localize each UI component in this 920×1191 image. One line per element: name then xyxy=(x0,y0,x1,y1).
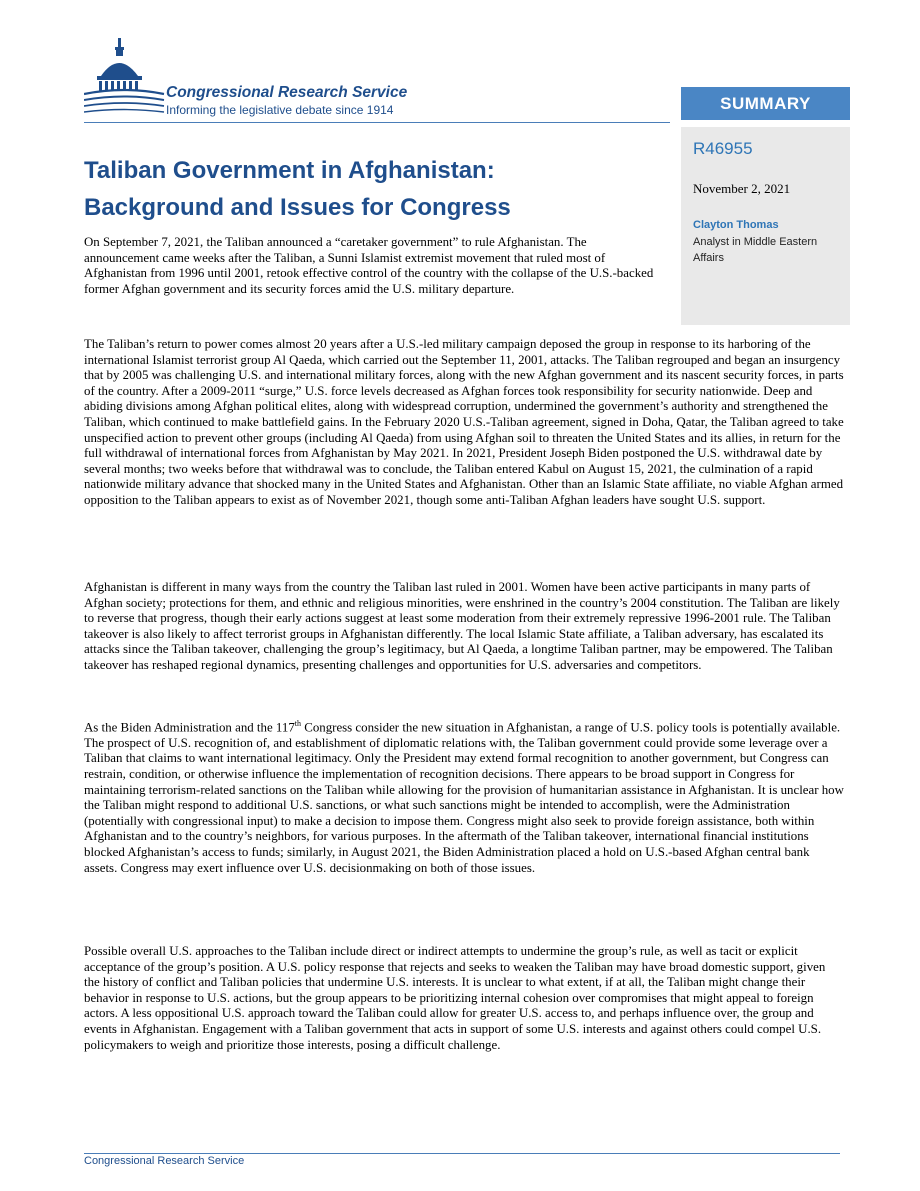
page-title xyxy=(84,152,644,226)
capitol-dome-icon xyxy=(84,36,170,122)
footer-rule xyxy=(84,1153,840,1154)
org-tagline: Informing the legislative debate since 1914 xyxy=(166,103,394,117)
author-role: Analyst in Middle Eastern Affairs xyxy=(693,236,818,264)
title-line-1: Taliban Government in Afghanistan: xyxy=(84,157,495,184)
paragraph-1: On September 7, 2021, the Taliban announced a “caretaker government” to rule Afghanistan. The announcement came weeks after the Taliban, a Sunni Islamist extremist movement that ruled most of Afghanistan from 1996 until 2001, retook effective control of the country with the collapse of the U.S.-backed former Afghan government and its security forces amid the U.S. military departure. xyxy=(84,235,654,296)
paragraph-4 xyxy=(84,716,844,876)
org-name: Congressional Research Service xyxy=(166,84,408,101)
paragraph-3: Afghanistan is different in many ways from the country the Taliban last ruled in 2001. Women have been active participants in many parts of Afghan society; protections for them, and ethnic and religious minorities, were enshrined in the country’s 2004 constitution. The Taliban are likely to reverse that progress, though their early actions suggest at least some moderation from their extremely repressive 1996-2001 rule. The Taliban takeover is also likely to affect terrorist groups in Afghanistan differently. The local Islamic State affiliate, a Taliban adversary, has escalated its attacks since the Taliban takeover, challenging the group’s legitimacy, but Al Qaeda, a longtime Taliban partner, may be empowered. The Taliban takeover has reshaped regional dynamics, presenting challenges and opportunities for U.S. adversaries and competitors. xyxy=(84,580,840,672)
ordinal-suffix: th xyxy=(294,719,301,728)
paragraph-2: The Taliban’s return to power comes almost 20 years after a U.S.-led military campaign deposed the group in response to its harboring of the international Islamist terrorist group Al Qaeda, which carried out the September 11, 2001, attacks. The Taliban regrouped and began an insurgency that by 2005 was challenging U.S. and international military forces, along with the new Afghan government and its nascent security forces, in parts of the country. After a 2009-2011 “surge,” U.S. force levels decreased as Afghan forces took responsibility for security nationwide. Deep and abiding divisions among Afghan political elites, along with widespread corruption, undermined the government’s authority and strengthened the Taliban, which continued to make battlefield gains. In the February 2020 U.S.-Taliban agreement, signed in Doha, Qatar, the Taliban agreed to take unspecified action to prevent other groups (including Al Qaeda) from using Afghan soil to threaten the United States and its allies, in return for the full withdrawal of international forces from Afghanistan by May 2021. In 2021, President Joseph Biden postponed the U.S. withdrawal date by several months; two weeks before that withdrawal was to conclude, the Taliban entered Kabul on August 15, 2021, the culmination of a rapid nationwide military advance that shocked many in the United States and Afghanistan. Other than an Islamic State affiliate, no viable Afghan armed opposition to the Taliban appears to exist as of November 2021, though some anti-Taliban Afghan leaders have sought U.S. support. xyxy=(84,337,844,507)
summary-label: SUMMARY xyxy=(681,87,850,120)
report-date: November 2, 2021 xyxy=(693,181,791,196)
author-name: Clayton Thomas xyxy=(693,219,779,231)
report-number: R46955 xyxy=(693,139,753,158)
footer-text: Congressional Research Service xyxy=(84,1155,245,1167)
paragraph-4-start: As the Biden Administration and the 117 xyxy=(84,720,295,735)
title-line-2: Background and Issues for Congress xyxy=(84,194,511,221)
paragraph-4-rest: Congress consider the new situation in Afghanistan, a range of U.S. policy tools is potentially available. The prospect of U.S. recognition of, and establishment of diplomatic relations with, the Taliban government could provide some leverage over a Taliban that claims to want international legitimacy. Only the President may extend formal recognition to another government, but Congress can restrain, condition, or otherwise influence the implementation of recognition decisions. There appears to be broad support in Congress for maintaining terrorism-related sanctions on the Taliban while allowing for the provision of humanitarian assistance in Afghanistan. It is unclear how the Taliban might respond to additional U.S. sanctions, or what such sanctions might be intended to accomplish, were the Administration (potentially with congressional input) to make a decision to impose them. Congress might also seek to provide foreign assistance, both within Afghanistan and to the country’s neighbors, for various purposes. In the aftermath of the Taliban takeover, international financial institutions blocked Afghanistan’s access to funds; similarly, in August 2021, the Biden Administration placed a hold on U.S.-based Afghan central bank assets. Congress may exert influence over U.S. decisionmaking on both of those issues. xyxy=(84,720,844,875)
header-rule xyxy=(84,122,670,123)
paragraph-5: Possible overall U.S. approaches to the Taliban include direct or indirect attempts to undermine the group’s rule, as well as tacit or explicit acceptance of the group’s position. A U.S. policy response that rejects and seeks to weaken the Taliban may have broad domestic support, given the history of conflict and Taliban policies that undermine U.S. interests. It is unclear to what extent, if at all, the Taliban might change their behavior in response to U.S. actions, but the group appears to be prioritizing internal cohesion over compromises that might appeal to foreign actors. A less oppositional U.S. approach toward the Taliban could allow for greater U.S. access to, and perhaps influence over, the group and events in Afghanistan. Engagement with a Taliban government that acts in support of some U.S. interests and against others could compel U.S. policymakers to weigh and prioritize those interests, posing a difficult challenge. xyxy=(84,944,826,1052)
